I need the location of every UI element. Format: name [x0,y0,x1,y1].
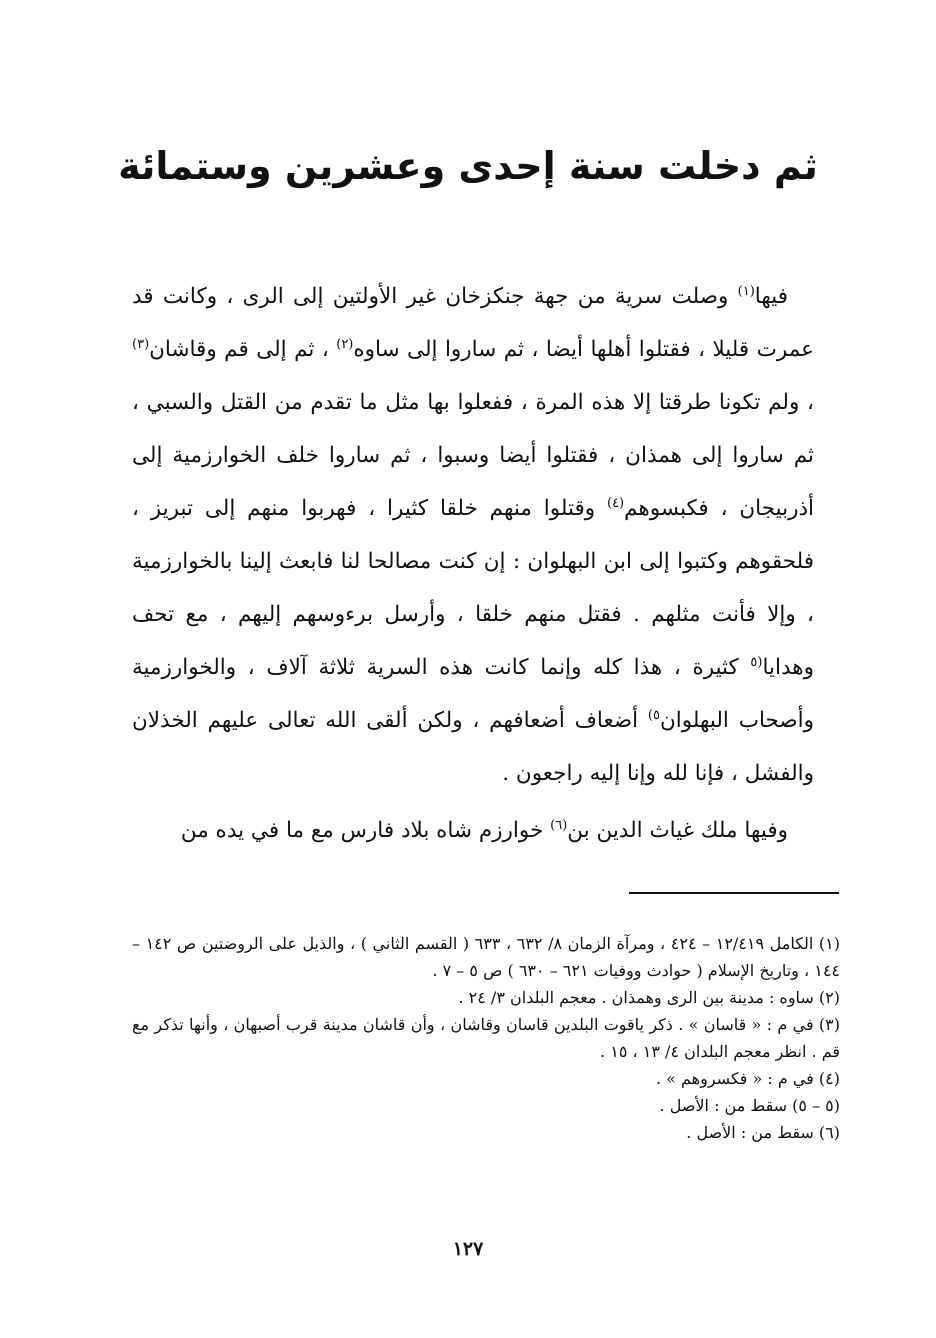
footnote-1: (١) الكامل ١٢/٤١٩ – ٤٢٤ ، ومرآة الزمان ٨/ ٦٣٢ ، ٦٣٣ ( القسم الثاني ) ، والذيل على الروضتين ص ١٤٢ – ١٤٤ ، وتاريخ الإسلام ( حوادث ووفيات ٦٢١ – ٦٣٠ ) ص ٥ – ٧ . [132,934,841,980]
footnote-ref-5-start: (٥ [750,654,763,670]
footnote-ref-5-end: ٥) [647,707,660,723]
text-run: أضعاف أضعافهم ، ولكن ألقى الله تعالى عليهم الخذلان والفشل ، فإنا لله وإنا إليه راجعون . [132,708,814,786]
text-run: ، ثم إلى قم وقاشان [149,337,337,362]
footnote-ref-6: (٦) [550,817,568,833]
footnote-6: (٦) سقط من : الأصل . [686,1123,840,1142]
text-run: وفيها ملك غياث الدين بن [567,818,788,843]
paragraph-2 [132,804,814,857]
footnote-2: (٢) ساوه : مدينة بين الرى وهمذان . معجم البلدان ٣/ ٢٤ . [458,988,840,1007]
paragraph-1 [132,270,814,800]
main-text [132,270,814,857]
text-run: وقتلوا منهم خلقا كثيرا ، فهربوا منهم إلى تبريز ، فلحقوهم وكتبوا إلى ابن البهلوان : إن كنت مصالحا لنا فابعث إلينا بالخوارزمية ، وإلا فأنت مثلهم . فقتل منهم خلقا ، وأرسل برءوسهم إليهم ، مع تحف وهدايا [132,496,814,680]
footnote-divider [629,892,839,894]
text-run: ، ولم تكونا طرقتا إلا هذه المرة ، ففعلوا بها مثل ما تقدم من القتل والسبي ، ثم ساروا إلى همذان ، فقتلوا أيضا وسبوا ، ثم ساروا خلف الخوارزمية إلى أذربيجان ، فكبسوهم [132,390,814,521]
footnote-ref-1: (١) [737,283,755,299]
text-run: كثيرة ، هذا كله وإنما كانت هذه السرية ثلاثة آلاف ، والخوارزمية وأصحاب البهلوان [132,655,815,733]
text-run: فيها [754,284,788,309]
footnote-3: (٣) في م : « قاسان » . ذكر ياقوت البلدين قاسان وقاشان ، وأن قاشان مدينة قرب أصبهان ، وأنها تذكر مع قم . انظر معجم البلدان ٤/ ١٣ ، ١٥ . [132,1015,840,1061]
footnote-5: (٥ – ٥) سقط من : الأصل . [659,1096,840,1115]
footnote-ref-3: (٣) [132,336,150,352]
footnotes [132,930,840,1146]
chapter-title: ثم دخلت سنة إحدى وعشرين وستمائة [118,144,818,188]
footnote-4: (٤) في م : « فكسروهم » . [655,1069,840,1088]
footnote-ref-2: (٢) [336,336,354,352]
page-number: ١٢٧ [452,1238,484,1260]
text-run: وصلت سرية من جهة جنكزخان غير الأولتين إلى الرى ، وكانت قد عمرت قليلا ، فقتلوا أهلها أيضا ، ثم ساروا إلى ساوه [132,284,814,362]
text-run: خوارزم شاه بلاد فارس مع ما في يده من [180,818,551,843]
footnote-ref-4: (٤) [606,495,625,511]
